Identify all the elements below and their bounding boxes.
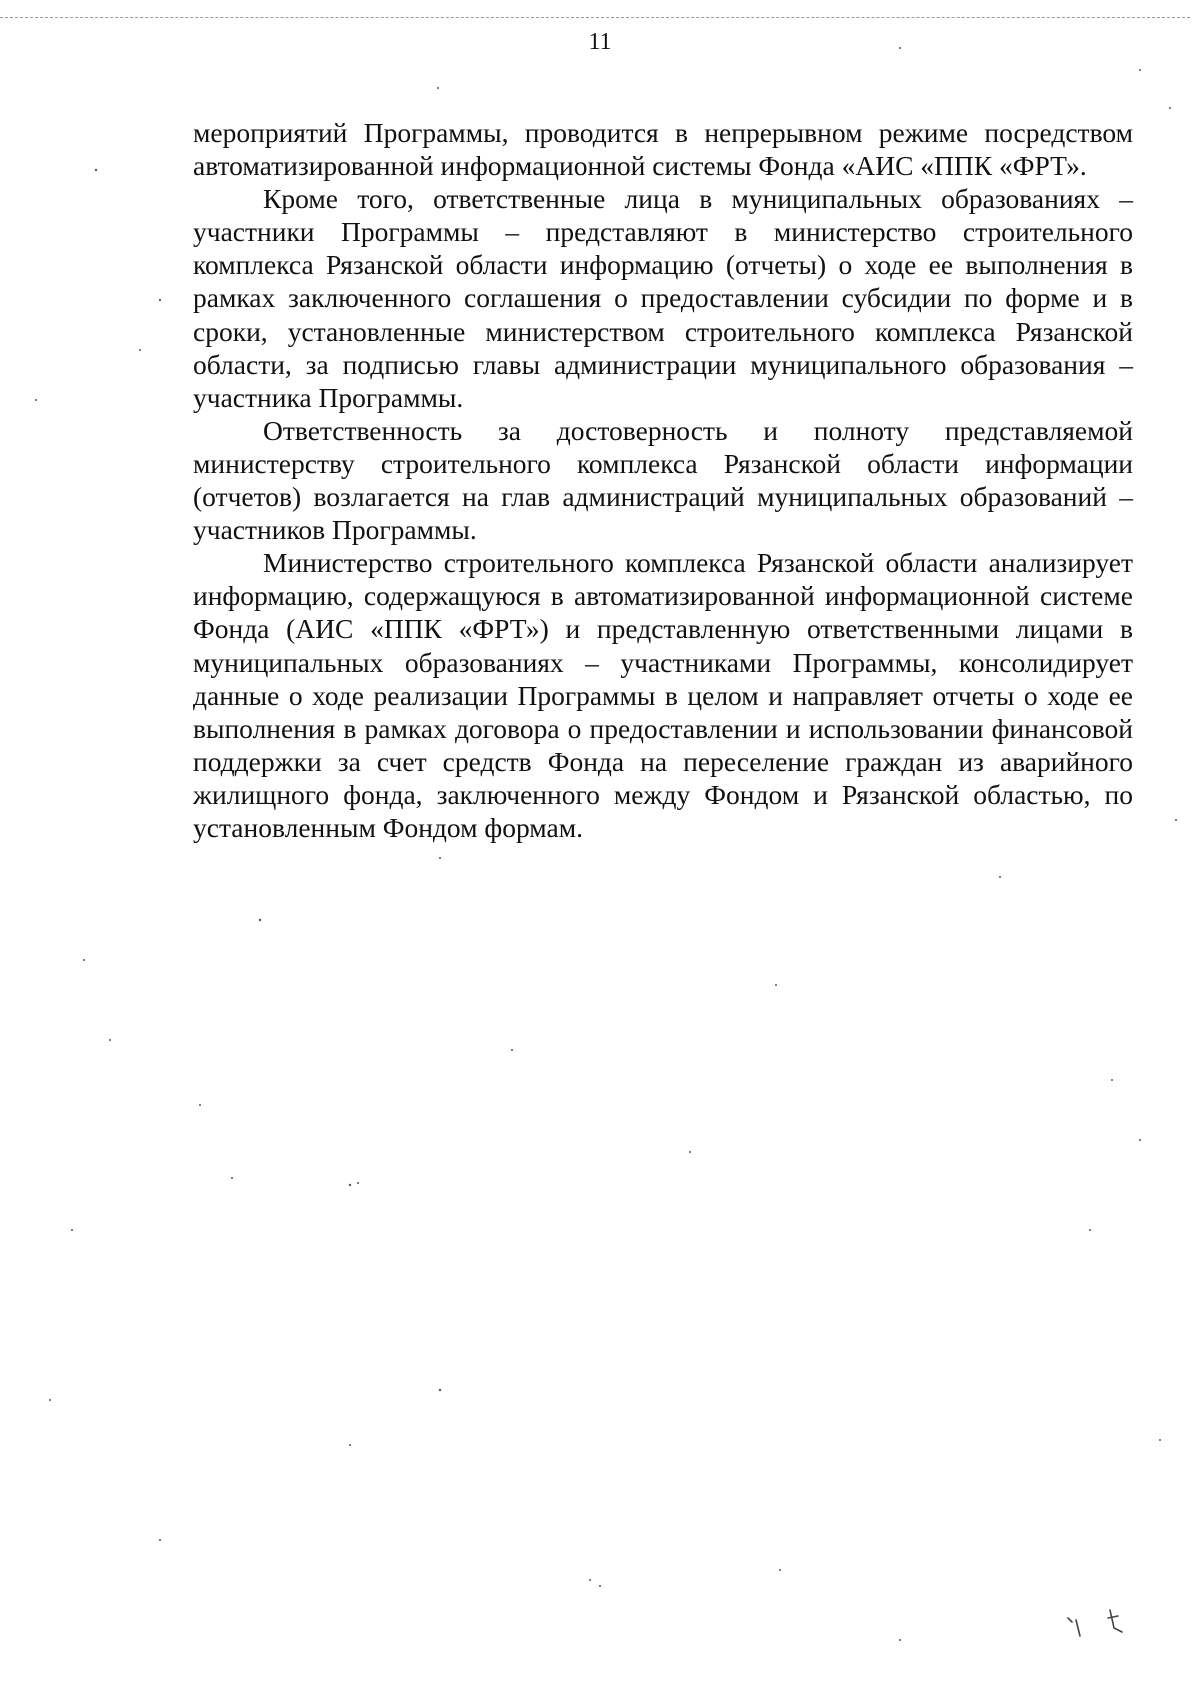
scan-top-border xyxy=(0,17,1190,18)
document-body xyxy=(193,116,1133,844)
paragraph-ministry-analysis: Министерство строительного комплекса Рязанской области анализирует информацию, содержащуюся в автоматизированной информационной системе Фонда (АИС «ППК «ФРТ») и представленную ответственными лицами в муниципальных образованиях – участниками Программы, консолидирует данные о ходе реализации Программы в целом и направляет отчеты о ходе ее выполнения в рамках договора о предоставлении и использовании финансовой поддержки за счет средств Фонда на переселение граждан из аварийного жилищного фонда, заключенного между Фондом и Рязанской областью, по установленным Фондом формам. xyxy=(193,547,1133,843)
paragraph-responsibility: Ответственность за достоверность и полноту представляемой министерству строительного комплекса Рязанской области информации (отчетов) возлагается на глав администраций муниципальных образований – участников Программы. xyxy=(193,414,1133,546)
paragraph-responsible-persons: Кроме того, ответственные лица в муниципальных образованиях – участники Программы – представляют в министерство строительного комплекса Рязанской области информацию (отчеты) о ходе ее выполнения в рамках заключенного соглашения о предоставлении субсидии по форме и в сроки, установленные министерством строительного комплекса Рязанской области, за подписью главы администрации муниципального образования – участника Программы. xyxy=(193,183,1133,413)
page-number: 11 xyxy=(588,29,612,55)
paragraph-continuation: мероприятий Программы, проводится в непрерывном режиме посредством автоматизированной информационной системы Фонда «АИС «ППК «ФРТ». xyxy=(193,117,1133,182)
